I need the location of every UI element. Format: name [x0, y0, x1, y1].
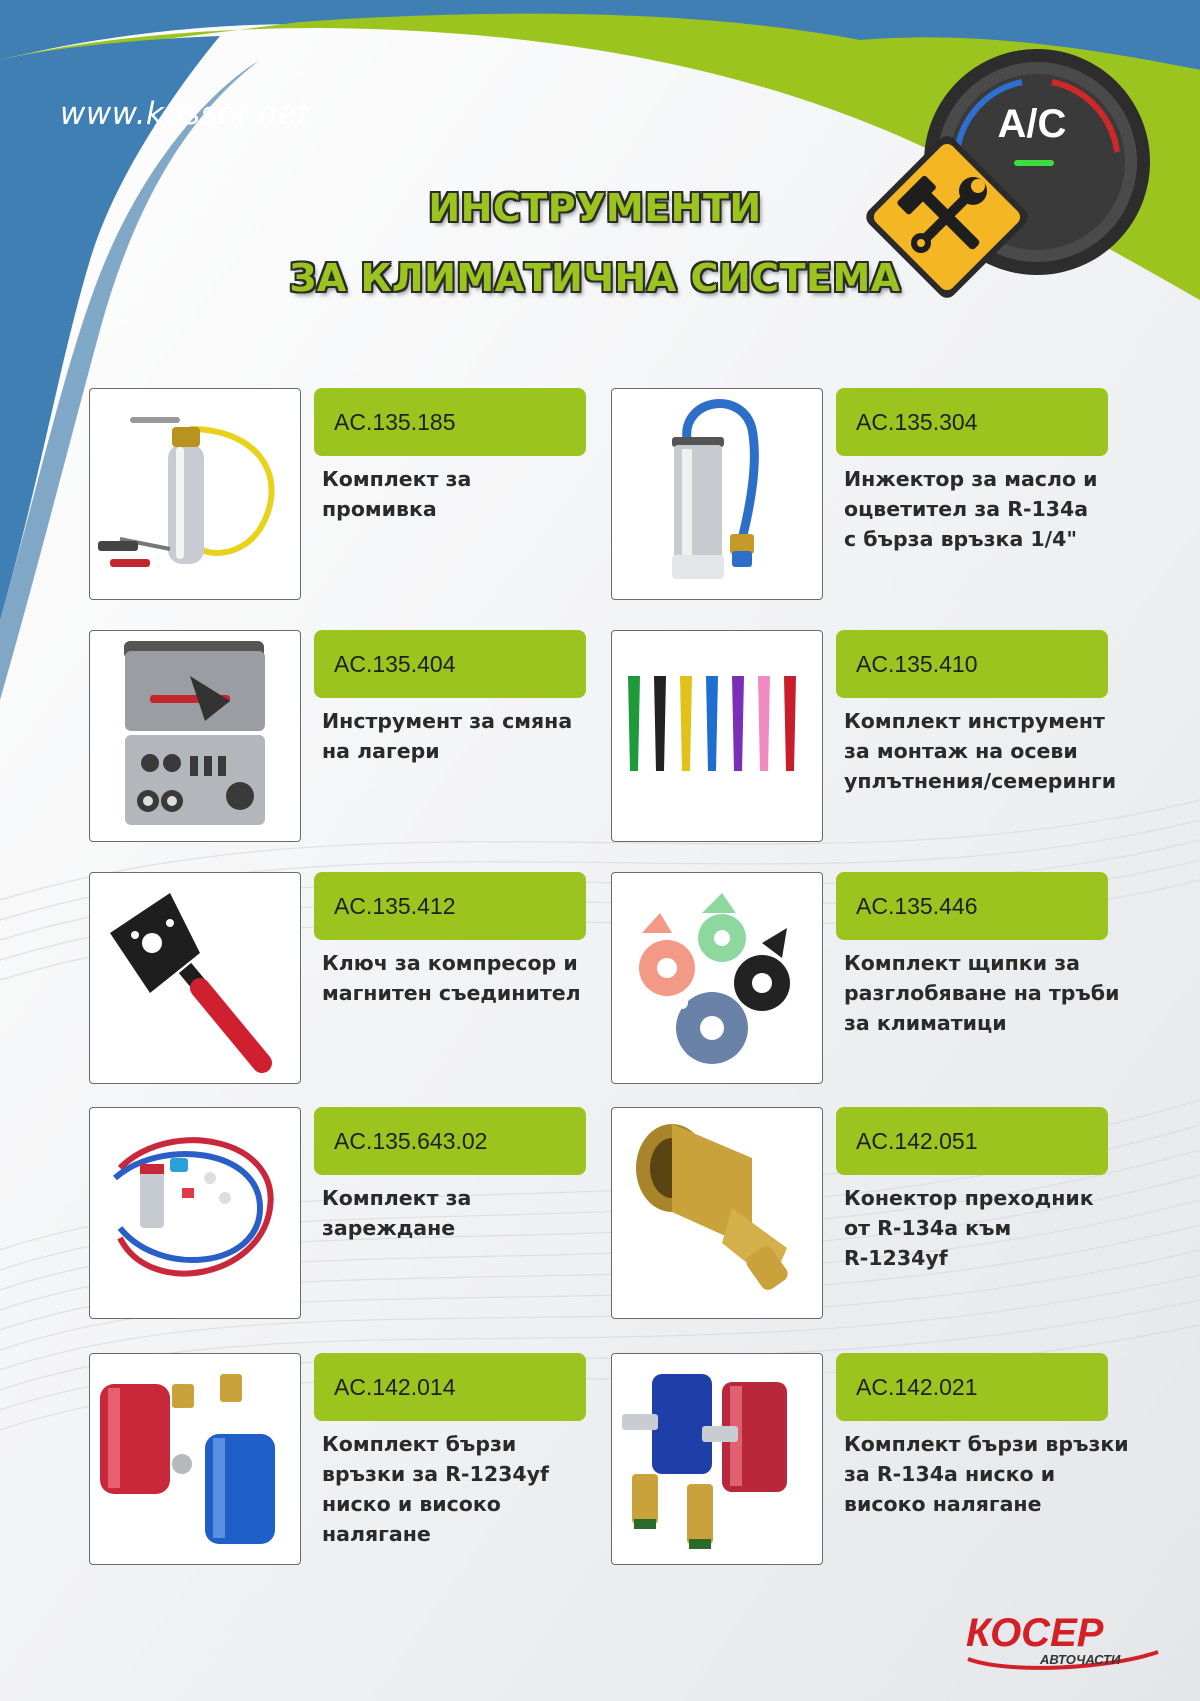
product-image[interactable]	[89, 630, 301, 842]
ac-tools-badge-icon	[862, 42, 1152, 322]
badge-text: A/C	[997, 102, 1067, 146]
product-card[interactable]	[89, 1353, 604, 1565]
product-image[interactable]	[611, 388, 823, 600]
product-description: Комплект бързи връзки за R-134a ниско и високо налягане	[844, 1432, 1129, 1516]
page-title-line2: ЗА КЛИМАТИЧНА СИСТЕМА	[289, 256, 901, 300]
product-code: AC.135.410	[836, 630, 1108, 698]
oil-injector-icon	[612, 389, 822, 599]
product-card[interactable]	[89, 872, 604, 1084]
product-description: Инструмент за смяна на лагери	[322, 709, 573, 763]
product-code: AC.135.304	[836, 388, 1108, 456]
seal-install-sleeves-icon	[612, 631, 822, 841]
product-code: AC.142.021	[836, 1353, 1108, 1421]
brass-adapter-icon	[612, 1108, 822, 1318]
product-image[interactable]	[611, 872, 823, 1084]
product-description: Комплект щипки за разглобяване на тръби за климатици	[844, 951, 1120, 1035]
product-card[interactable]	[611, 388, 1126, 600]
product-image[interactable]	[89, 1353, 301, 1565]
product-description: Конектор преходник от R-134a към R-1234yf	[844, 1186, 1094, 1270]
product-code: AC.135.412	[314, 872, 586, 940]
logo-subtext: АВТОЧАСТИ	[1040, 1652, 1121, 1667]
product-code: AC.135.404	[314, 630, 586, 698]
product-image[interactable]	[611, 1353, 823, 1565]
website-url[interactable]: www.kosser.net	[60, 96, 310, 132]
product-description: Комплект за промивка	[322, 467, 472, 521]
pipe-clip-set-icon	[612, 873, 822, 1083]
quick-couplers-1234yf-icon	[90, 1354, 300, 1564]
product-code: AC.142.014	[314, 1353, 586, 1421]
page-title-line1: ИНСТРУМЕНТИ	[428, 186, 762, 230]
product-description: Инжектор за масло и оцветител за R-134a с бърза връзка 1/4"	[844, 467, 1098, 551]
logo-text: КОСЕР	[966, 1611, 1104, 1655]
bearing-tool-case-icon	[90, 631, 300, 841]
product-description: Комплект инструмент за монтаж на осеви уплътнения/семеринги	[844, 709, 1117, 793]
product-code: AC.135.446	[836, 872, 1108, 940]
product-description: Комплект бързи връзки за R-1234yf ниско и високо налягане	[322, 1432, 549, 1546]
product-image[interactable]	[89, 1107, 301, 1319]
product-card[interactable]	[611, 1353, 1129, 1565]
product-code: AC.135.185	[314, 388, 586, 456]
kosser-logo[interactable]	[958, 1604, 1168, 1674]
charging-hose-kit-icon	[90, 1108, 300, 1318]
product-description: Ключ за компресор и магнитен съединител	[322, 951, 581, 1005]
product-code: AC.135.643.02	[314, 1107, 586, 1175]
product-image[interactable]	[89, 388, 301, 600]
product-image[interactable]	[89, 872, 301, 1084]
product-card[interactable]	[611, 630, 1126, 842]
quick-couplers-134a-icon	[612, 1354, 822, 1564]
product-card[interactable]	[611, 872, 1126, 1084]
product-card[interactable]	[89, 630, 604, 842]
product-image[interactable]	[611, 1107, 823, 1319]
product-card[interactable]	[611, 1107, 1126, 1319]
product-card[interactable]	[89, 1107, 604, 1319]
product-card[interactable]	[89, 388, 604, 600]
product-code: AC.142.051	[836, 1107, 1108, 1175]
product-image[interactable]	[611, 630, 823, 842]
compressor-wrench-icon	[90, 873, 300, 1083]
product-description: Комплект за зареждане	[322, 1186, 472, 1240]
flush-bottle-icon	[90, 389, 300, 599]
